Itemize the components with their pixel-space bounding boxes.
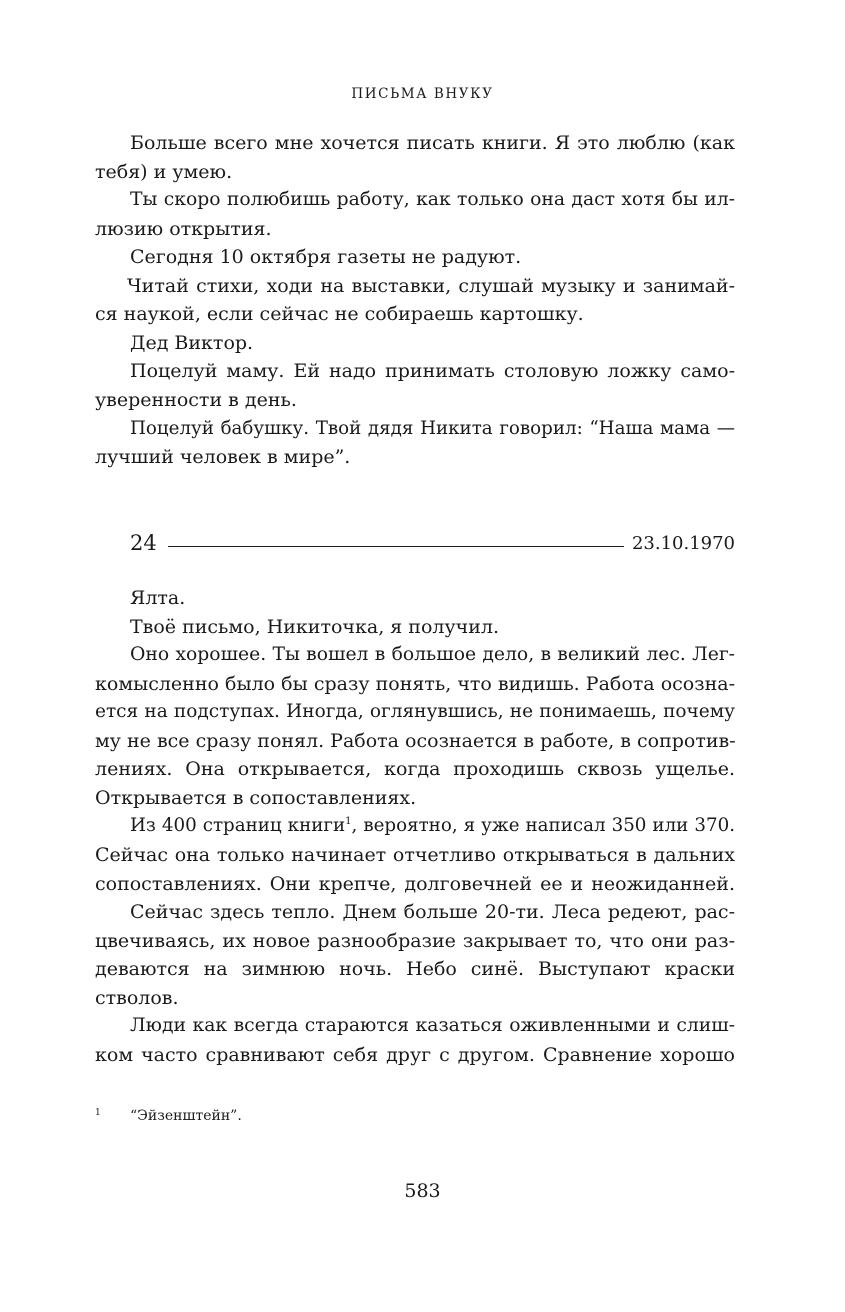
text-line-content: люзию открытия. [95,217,272,240]
letter-number: 24 [130,531,157,555]
text-line-content: Поцелуй маму. Ей надо принимать столовую ложку само- [130,360,735,383]
text-line [95,386,735,414]
footnote-reference: 1 [345,816,352,828]
footnote-text: “Эйзенштейн”. [130,1108,242,1124]
text-line [95,443,735,471]
text-line-content: сопоставлениях. Они крепче, долговечней ее и неожиданней. [95,872,735,895]
text-line [95,927,735,955]
text-line-content: тебя) и умею. [95,160,233,183]
text-line-content: Сейчас она только начинает отчетливо открываться в дальних [95,843,735,866]
letter-header [130,528,735,560]
page-number: 583 [404,1180,441,1202]
text-line [95,955,735,983]
text-line [95,784,735,812]
text-line [130,129,735,157]
text-line [130,613,735,641]
text-line [130,415,735,443]
text-line-content: лучший человек в мире”. [95,446,351,469]
text-line [95,870,735,898]
text-line-content: лениях. Она открывается, когда проходишь сквозь ущелье. [95,758,735,781]
text-line-content: ком часто сравнивают себя друг с другом. Сравнение хорошо [95,1043,735,1066]
text-line [95,755,735,783]
text-line-content: Люди как всегда стараются казаться оживленными и слиш- [130,1015,735,1037]
running-head: ПИСЬМА ВНУКУ [351,86,494,102]
letter-ending-text [95,129,735,469]
text-line-content: ется на подступах. Иногда, оглянувшись, не понимаешь, почему [95,701,735,723]
text-line [95,158,735,186]
text-line-content: Сегодня 10 октября газеты не радуют. [130,246,522,269]
text-line [95,1041,735,1069]
text-line-content: уверенности в день. [95,388,297,411]
text-line [130,641,735,669]
text-line [130,584,735,612]
text-line-content: комысленно было бы сразу понять, что видишь. Работа осозна- [95,672,735,695]
text-line-content: стволов. [95,986,179,1009]
text-line-content: цвечиваясь, их новое разнообразие закрывает то, что они раз- [95,929,735,952]
text-line-content: Ты скоро полюбишь работу, как только она даст хотя бы ил- [130,189,735,211]
text-line-content: деваются на зимнюю ночь. Небо синё. Выступают краски [95,958,735,981]
text-line [95,215,735,243]
text-line [130,186,735,214]
text-line-content: ся наукой, если сейчас не собираешь картошку. [95,303,584,326]
text-line-content: му не все сразу понял. Работа осознается в работе, в сопротив- [95,729,736,752]
text-line [130,812,735,840]
text-line [95,300,735,328]
text-line-content: Поцелуй бабушку. Твой дядя Никита говорил: “Наша мама — [130,417,735,439]
text-line [95,698,735,726]
letter-body-text [95,584,735,1064]
text-line-continuation: , вероятно, я уже написал 350 или 370. [351,815,735,837]
text-line-content: Сейчас здесь тепло. Днем больше 20-ти. Леса редеют, рас- [130,901,735,924]
text-line-content: Из 400 страниц книги [130,815,346,837]
text-line [95,670,735,698]
text-line-content: Оно хорошее. Ты вошел в большое дело, в великий лес. Лег- [130,644,735,666]
text-line-content: Ялта. [130,587,186,609]
text-line [95,727,735,755]
text-line-content: Открывается в сопоставлениях. [95,786,417,809]
text-line [130,898,735,926]
text-line [130,243,735,271]
text-line [130,357,735,385]
footnote-mark: 1 [95,1108,101,1118]
text-line [95,841,735,869]
text-line [95,984,735,1012]
text-line-content: Читай стихи, ходи на выставки, слушай музыку и занимай- [127,274,735,297]
text-line-content: Дед Виктор. [130,331,254,354]
text-line-content: Твоё письмо, Никиточка, я получил. [130,615,499,638]
text-line [130,329,735,357]
letter-divider-rule [168,546,624,547]
text-line-content: Больше всего мне хочется писать книги. Я это люблю (как [130,132,735,154]
text-line [127,272,735,300]
letter-date: 23.10.1970 [631,533,735,554]
text-line [130,1012,735,1040]
